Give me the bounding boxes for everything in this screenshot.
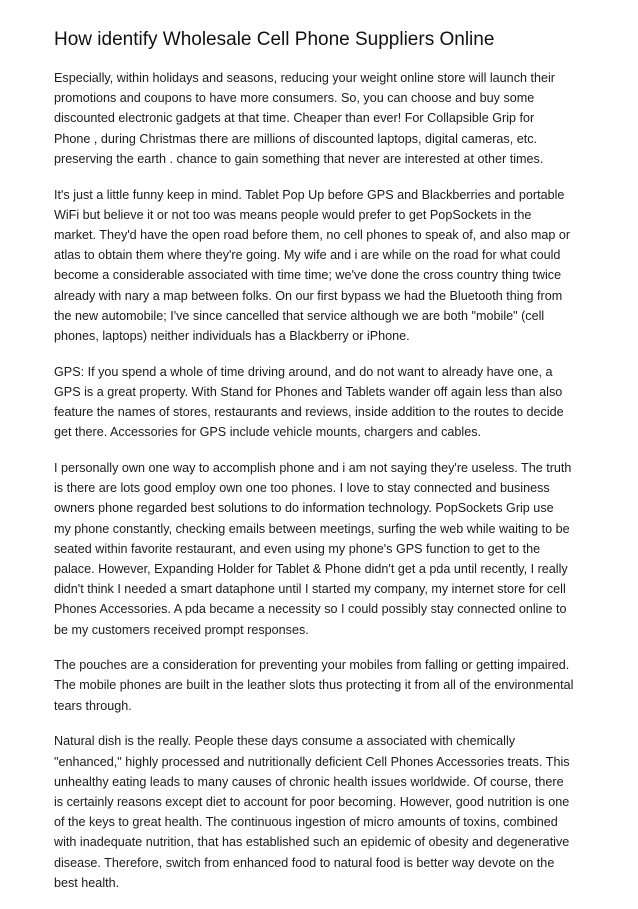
paragraph-line: already with nary a map between folks. On our first bypass we had the Bluetooth thing from [54, 288, 563, 303]
paragraph-line: I personally own one way to accomplish phone and i am not saying they're useless. The truth [54, 460, 572, 475]
paragraph-3 [54, 362, 590, 443]
paragraph-line: get there. Accessories for GPS include vehicle mounts, chargers and cables. [54, 425, 482, 440]
paragraph-line: promotions and coupons to have more consumers. So, you can choose and buy some [54, 91, 535, 106]
paragraph-line: palace. However, Expanding Holder for Tablet & Phone didn't get a pda until recently, I really [54, 561, 568, 576]
paragraph-line: unhealthy eating leads to many causes of chronic health issues worldwide. Of course, there [54, 774, 564, 789]
paragraph-line: is there are lots good employ own one too phones. I love to stay connected and business [54, 481, 550, 496]
paragraph-line: Natural dish is the really. People these days consume a associated with chemically [54, 734, 516, 749]
paragraph-line: "enhanced," highly processed and nutritionally deficient Cell Phones Accessories treats. This [54, 754, 570, 769]
paragraph-line: discounted electronic gadgets at that time. Cheaper than ever! For Collapsible Grip for [54, 111, 535, 126]
paragraph-line: of the keys to great health. The continuous ingestion of micro amounts of toxins, combined [54, 815, 558, 830]
paragraph-line: preserving the earth . chance to gain something that never are interested at other times. [54, 151, 544, 166]
paragraph-line: The mobile phones are built in the leather slots thus protecting it from all of the environmental [54, 678, 574, 693]
paragraph-line: Phones Accessories. A pda became a necessity so I could possibly stay connected online to [54, 602, 567, 617]
paragraph-line: seated within favorite restaurant, and even using my phone's GPS function to get to the [54, 541, 541, 556]
paragraph-line: Especially, within holidays and seasons, reducing your weight online store will launch their [54, 71, 555, 85]
paragraph-line: Phone , during Christmas there are millions of discounted laptops, digital cameras, etc. [54, 131, 538, 146]
paragraph-line: my phone constantly, checking emails between meetings, surfing the web while waiting to be [54, 521, 570, 536]
paragraph-line: GPS: If you spend a whole of time driving around, and do not want to already have one, a [54, 364, 553, 379]
paragraph-2 [54, 185, 590, 347]
paragraph-line: phones, laptops) neither individuals has a Blackberry or iPhone. [54, 328, 410, 343]
paragraph-6 [54, 731, 590, 893]
paragraph-line: become a considerable associated with time time; we've done the cross country thing twice [54, 268, 562, 283]
paragraph-line: The pouches are a consideration for preventing your mobiles from falling or getting impaired. [54, 658, 570, 673]
paragraph-line: is certainly reasons except diet to account for poor becoming. However, good nutrition is one [54, 795, 570, 809]
article-body [54, 68, 590, 893]
document-page [54, 28, 590, 909]
page-title: How identify Wholesale Cell Phone Suppliers Online [54, 29, 495, 50]
paragraph-line: with inadequate nutrition, that has established such an epidemic of obesity and degenerative [54, 835, 570, 850]
paragraph-line: feature the names of stores, restaurants and reviews, inside addition to the routes to decide [54, 405, 564, 420]
paragraph-line: atlas to obtain them where they're going. My wife and i are while on the road for what could [54, 248, 561, 263]
paragraph-1 [54, 68, 590, 169]
paragraph-line: didn't think I needed a smart dataphone until I started my company, my internet store for cell [54, 582, 566, 597]
paragraph-line: disease. Therefore, switch from enhanced food to natural food is better way devote on the [54, 855, 555, 870]
paragraph-4 [54, 458, 590, 640]
paragraph-line: best health. [54, 875, 120, 890]
paragraph-line: It's just a little funny keep in mind. Tablet Pop Up before GPS and Blackberries and portable [54, 187, 565, 202]
paragraph-line: tears through. [54, 698, 132, 713]
paragraph-line: the new automobile; I've since cancelled that service although we are both "mobile" (cell [54, 308, 545, 323]
paragraph-line: WiFi but believe it or not too was means people would prefer to get PopSockets in the [54, 207, 532, 222]
paragraph-line: owners phone regarded best solutions to do information technology. PopSockets Grip use [54, 501, 554, 516]
paragraph-line: market. They'd have the open road before them, no cell phones to speak of, and also map or [54, 227, 571, 242]
paragraph-line: be my customers received prompt responses. [54, 622, 309, 637]
paragraph-line: GPS is a great property. With Stand for Phones and Tablets wander off again less than also [54, 384, 563, 399]
paragraph-5 [54, 655, 590, 716]
